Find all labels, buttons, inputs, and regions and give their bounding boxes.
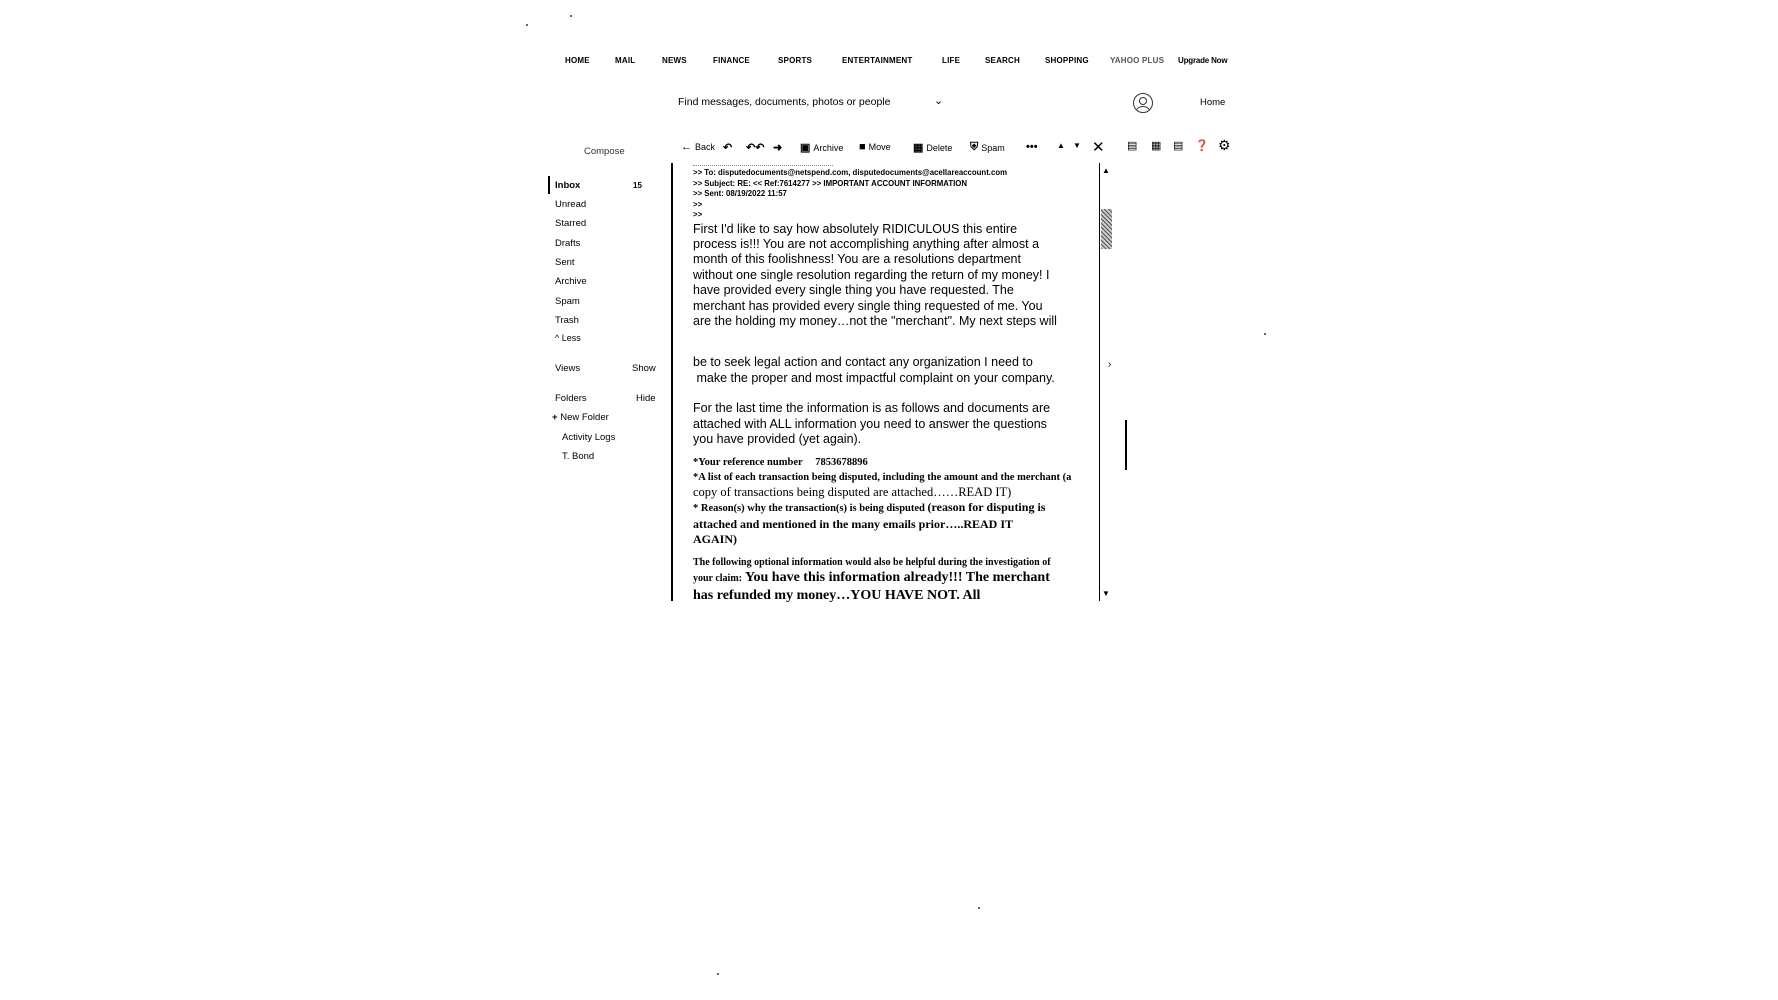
- message-paragraph-line: without one single resolution regarding the return of my money! I: [693, 267, 1050, 282]
- close-icon: ✕: [1092, 139, 1105, 156]
- nav-shopping[interactable]: SHOPPING: [1045, 56, 1089, 65]
- nav-yahoo-plus[interactable]: YAHOO PLUS: [1110, 56, 1165, 65]
- reply-all-button[interactable]: [746, 141, 764, 154]
- archive-button[interactable]: [800, 141, 843, 154]
- message-paragraph-line: you have provided (yet again).: [693, 431, 862, 446]
- sidebar-item-starred[interactable]: Starred: [555, 218, 587, 229]
- settings-gear-icon[interactable]: ⚙: [1218, 137, 1231, 153]
- message-header-subject: >> Subject: RE: << Ref:7614277 >> IMPORTANT ACCOUNT INFORMATION: [693, 177, 968, 188]
- reference-label: *Your reference number: [693, 457, 803, 469]
- reason-prefix: * Reason(s) why the transaction(s) is being disputed: [693, 503, 928, 515]
- new-folder-button[interactable]: [552, 412, 609, 423]
- sidebar-less-label: Less: [561, 333, 581, 343]
- message-paragraph-line: attached with ALL information you need to answer the questions: [693, 416, 1047, 431]
- optional-prefix: your claim:: [693, 573, 742, 585]
- dispute-list-line: *A list of each transaction being disputed, including the amount and the merchant (a: [693, 471, 1072, 483]
- reply-all-icon: ↶↶: [746, 142, 765, 154]
- sidebar-item-unread[interactable]: Unread: [555, 199, 587, 210]
- scrollbar-thumb[interactable]: [1101, 209, 1112, 249]
- scan-speck: [717, 973, 719, 975]
- more-button[interactable]: [1026, 141, 1038, 153]
- nav-news[interactable]: NEWS: [662, 56, 687, 65]
- message-header-to: >> To: disputedocuments@netspend.com, disputedocuments@acellareaccount.com: [693, 167, 1008, 177]
- optional-bold: has refunded my money…YOU HAVE NOT. All: [693, 587, 981, 602]
- sidebar-folders-label: Folders: [555, 393, 587, 404]
- next-message-button[interactable]: [1073, 141, 1081, 150]
- avatar-body-icon: [1136, 106, 1150, 113]
- paragraph-gap: [693, 547, 1095, 556]
- forward-button[interactable]: [773, 141, 782, 154]
- optional-info-line: [693, 570, 1095, 587]
- message-paragraph-line: be to seek legal action and contact any organization I need to: [693, 355, 1033, 370]
- message-body: [693, 162, 1095, 602]
- notepad-icon[interactable]: ▤: [1173, 140, 1184, 152]
- message-paragraph-line: For the last time the information is as follows and documents are: [693, 401, 1051, 416]
- reason-line: [693, 500, 1095, 517]
- sidebar-item-inbox[interactable]: Inbox: [555, 180, 581, 191]
- nav-search[interactable]: SEARCH: [985, 56, 1020, 65]
- message-header-sent: >> Sent: 08/19/2022 11:57: [693, 188, 787, 198]
- message-toolbar: [677, 137, 1237, 157]
- message-quote-marker: >>: [693, 209, 703, 219]
- sidebar-item-spam[interactable]: Spam: [555, 296, 580, 307]
- message-quote-marker: >>: [693, 198, 703, 209]
- spam-label: Spam: [981, 142, 1005, 153]
- scroll-down-icon[interactable]: ▼: [1102, 589, 1110, 598]
- help-icon[interactable]: ❓: [1195, 140, 1209, 152]
- back-label: Back: [695, 142, 716, 152]
- archive-icon: ▣: [800, 142, 811, 154]
- delete-label: Delete: [926, 142, 953, 153]
- chevron-down-icon[interactable]: ⌄: [934, 95, 944, 107]
- plus-icon: +: [552, 412, 558, 423]
- reason-bold: attached and mentioned in the many emails prior…..READ IT: [693, 516, 1014, 531]
- scan-speck: [978, 907, 980, 909]
- dispute-list-line: copy of transactions being disputed are attached……READ IT): [693, 485, 1012, 500]
- top-nav: [565, 56, 1228, 70]
- clipped-header-line: [693, 162, 833, 166]
- page-break-gap: [693, 329, 1095, 355]
- previous-message-button[interactable]: [1057, 141, 1065, 150]
- sidebar-less-toggle[interactable]: [555, 333, 581, 343]
- chevron-right-icon[interactable]: ›: [1108, 359, 1112, 370]
- sidebar-views-label: Views: [555, 363, 581, 374]
- nav-mail[interactable]: MAIL: [615, 56, 636, 65]
- folder-move-icon: ■: [859, 141, 866, 153]
- reason-bold: AGAIN): [693, 531, 737, 546]
- spam-button[interactable]: [970, 141, 1005, 154]
- search-input[interactable]: Find messages, documents, photos or people: [678, 96, 891, 108]
- reply-icon: ↶: [723, 142, 733, 154]
- sidebar-item-trash[interactable]: Trash: [555, 315, 579, 326]
- message-paragraph-line: have provided every single thing you have requested. The: [693, 283, 1014, 298]
- sidebar-item-drafts[interactable]: Drafts: [555, 238, 581, 249]
- sidebar-folder-activity-logs[interactable]: Activity Logs: [562, 432, 616, 443]
- scan-speck: [526, 24, 528, 26]
- arrow-left-icon: ←: [681, 141, 692, 153]
- optional-bold: You have this information already!!! The merchant: [741, 570, 1050, 586]
- home-link[interactable]: Home: [1200, 97, 1226, 108]
- trash-icon: ▦: [913, 142, 924, 154]
- caret-down-icon: ▼: [1073, 141, 1081, 150]
- message-paragraph-line: First I'd like to say how absolutely RIDICULOUS this entire: [693, 221, 1018, 236]
- scan-speck: [570, 15, 572, 17]
- nav-finance[interactable]: FINANCE: [713, 56, 750, 65]
- reference-line: [693, 456, 1095, 471]
- sidebar-item-sent[interactable]: Sent: [555, 257, 575, 268]
- new-folder-label: New Folder: [560, 412, 609, 423]
- move-label: Move: [868, 142, 891, 152]
- calendar-icon[interactable]: ▦: [1151, 140, 1162, 152]
- forward-icon: ➜: [773, 142, 783, 154]
- nav-home[interactable]: HOME: [565, 56, 590, 65]
- optional-info-line: The following optional information would also be helpful during the investigation of: [693, 556, 1051, 568]
- reading-pane-divider: [671, 163, 673, 601]
- contacts-icon[interactable]: ▤: [1127, 140, 1138, 152]
- back-button[interactable]: [681, 141, 715, 153]
- message-paragraph-line: month of this foolishness! You are a resolutions department: [693, 252, 1021, 267]
- nav-entertainment[interactable]: ENTERTAINMENT: [842, 56, 913, 65]
- avatar-head-icon: [1139, 97, 1147, 105]
- caret-up-icon: ▲: [1057, 141, 1065, 150]
- scroll-up-icon[interactable]: ▲: [1102, 166, 1110, 175]
- delete-button[interactable]: [913, 141, 952, 154]
- sidebar-item-archive[interactable]: Archive: [555, 276, 587, 287]
- views-show-button[interactable]: Show: [632, 363, 656, 374]
- nav-life[interactable]: LIFE: [942, 56, 961, 65]
- active-folder-indicator: [548, 176, 550, 194]
- message-paragraph-line: make the proper and most impactful complaint on your company.: [693, 370, 1055, 385]
- message-paragraph-line: merchant has provided every single thing requested of me. You: [693, 298, 1043, 313]
- folders-hide-button[interactable]: Hide: [636, 393, 656, 404]
- compose-button[interactable]: Compose: [584, 146, 625, 157]
- paragraph-gap: [693, 386, 1095, 401]
- reply-button[interactable]: [723, 141, 732, 154]
- message-paragraph-line: are the holding my money…not the "merchant". My next steps will: [693, 313, 1057, 328]
- inbox-unread-count: 15: [633, 181, 642, 190]
- reason-bold: (reason for disputing is: [927, 500, 1046, 515]
- avatar[interactable]: [1133, 93, 1153, 113]
- scan-speck: [1264, 333, 1266, 335]
- close-button[interactable]: [1092, 138, 1105, 156]
- move-button[interactable]: [859, 141, 891, 153]
- sidebar-folder-t-bond[interactable]: T. Bond: [562, 451, 595, 462]
- right-pane-divider: [1125, 420, 1127, 470]
- chevron-up-icon: ^: [555, 333, 560, 343]
- nav-sports[interactable]: SPORTS: [778, 56, 813, 65]
- message-paragraph-line: process is!!! You are not accomplishing anything after almost a: [693, 236, 1040, 251]
- more-dots-icon: •••: [1026, 141, 1038, 153]
- paragraph-gap: [693, 447, 1095, 456]
- archive-label: Archive: [813, 142, 844, 153]
- shield-icon: ⛨: [970, 141, 979, 153]
- upgrade-now-link[interactable]: Upgrade Now: [1178, 56, 1228, 65]
- reference-number: 7853678896: [815, 457, 868, 469]
